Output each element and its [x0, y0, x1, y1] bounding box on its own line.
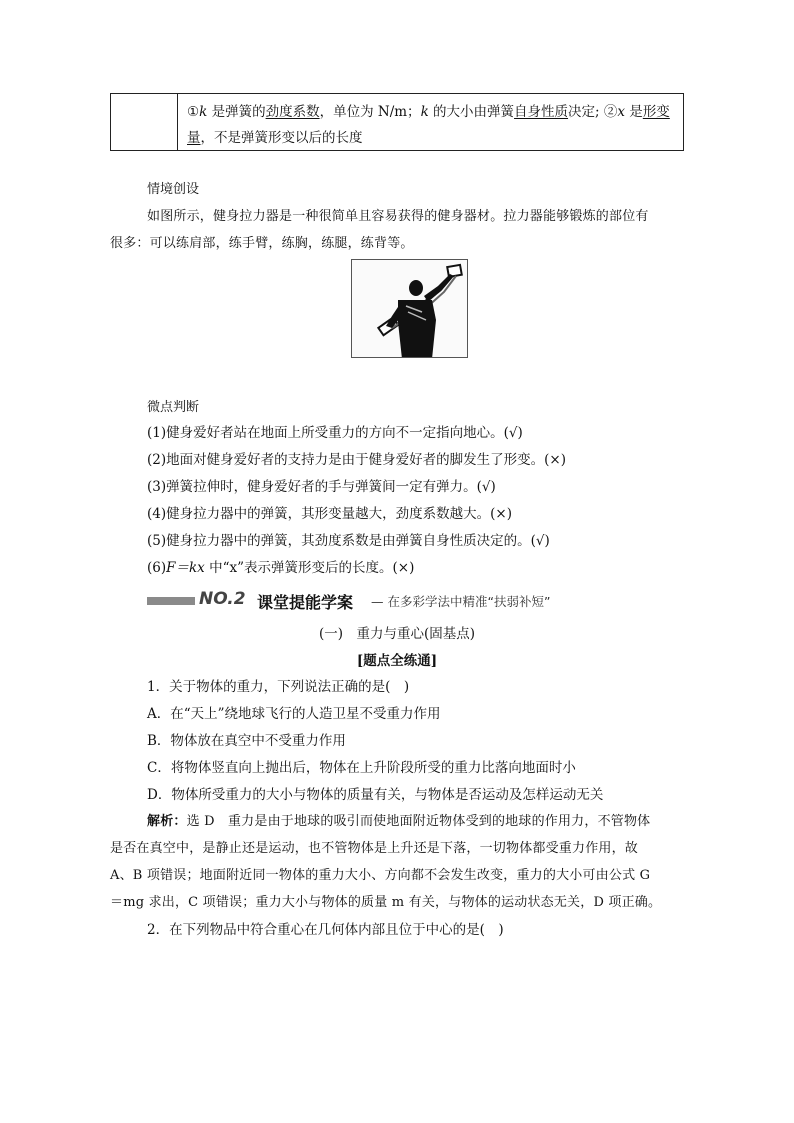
question-1-option-b: B．物体放在真空中不受重力作用 — [147, 733, 346, 749]
judgement-item-2: (2)地面对健身爱好者的支持力是由于健身爱好者的脚发生了形变。(×) — [147, 452, 566, 468]
text: 的大小由弹簧 — [428, 104, 515, 120]
scenario-line-1: 如图所示，健身拉力器是一种很简单且容易获得的健身器材。拉力器能够锻炼的部位有 — [147, 209, 649, 224]
table-row-1 — [187, 100, 670, 120]
underlined-term: 形变 — [642, 104, 670, 120]
banner-bar — [147, 597, 195, 605]
question-1-option-c: C．将物体竖直向上抛出后，物体在上升阶段所受的重力比落向地面时小 — [147, 760, 576, 776]
symbol-k: k — [199, 104, 208, 120]
symbol-k: k — [420, 104, 429, 120]
fitness-photo — [351, 259, 468, 358]
definition-table — [110, 93, 684, 151]
table-row-2 — [187, 126, 363, 146]
scenario-heading: 情境创设 — [147, 182, 200, 197]
section-number: NO.2 — [199, 589, 246, 609]
text: 是 — [625, 104, 643, 120]
circled-number: ① — [187, 104, 200, 120]
judgement-item-3: (3)弹簧拉伸时，健身爱好者的手与弹簧间一定有弹力。(√) — [147, 479, 496, 495]
text: 决定; ② — [568, 104, 618, 120]
analysis-line-4: ＝mg 求出，C 项错误；重力大小与物体的质量 m 有关，与物体的运动状态无关，D 项正确。 — [110, 895, 662, 910]
formula: F＝kx — [166, 560, 205, 576]
question-1-stem: 1．关于物体的重力，下列说法正确的是( ) — [147, 679, 410, 695]
scenario-line-2: 很多：可以练肩部，练手臂，练胸，练腿，练背等。 — [110, 236, 414, 251]
part-subheading: [题点全练通] — [356, 653, 438, 669]
analysis-line-2: 是否在真空中，是静止还是运动，也不管物体是上升还是下落，一切物体都受重力作用，故 — [110, 841, 639, 856]
symbol-x: x — [617, 104, 626, 120]
item-number: (6) — [147, 560, 167, 576]
judgement-item-4: (4)健身拉力器中的弹簧，其形变量越大，劲度系数越大。(×) — [147, 506, 512, 522]
text: 中“x”表示弹簧形变后的长度。(×) — [204, 560, 415, 576]
underlined-term: 量 — [187, 130, 201, 146]
judgement-item-1: (1)健身爱好者站在地面上所受重力的方向不一定指向地心。(√) — [147, 425, 523, 441]
underlined-term: 自身性质 — [514, 104, 569, 120]
judgement-item-5: (5)健身拉力器中的弹簧，其劲度系数是由弹簧自身性质决定的。(√) — [147, 533, 550, 549]
analysis-line-3: A、B 项错误；地面附近同一物体的重力大小、方向都不会发生改变，重力的大小可由公式 G — [110, 868, 651, 883]
question-1-option-d: D．物体所受重力的大小与物体的质量有关，与物体是否运动及怎样运动无关 — [147, 787, 604, 803]
part-heading: (一) 重力与重心(固基点) — [318, 626, 476, 642]
man-with-chest-expander-image — [352, 260, 468, 358]
text: ，不是弹簧形变以后的长度 — [200, 130, 363, 146]
analysis-line-1 — [147, 810, 650, 829]
underlined-term: 劲度系数 — [265, 104, 320, 120]
text: ，单位为 N/m； — [319, 104, 421, 120]
question-1-option-a: A．在“天上”绕地球飞行的人造卫星不受重力作用 — [147, 706, 441, 722]
table-divider — [177, 94, 178, 150]
section-title: 课堂提能学案 — [257, 593, 354, 612]
judgement-heading: 微点判断 — [147, 400, 200, 415]
text: 选 D 重力是由于地球的吸引而使地面附近物体受到的地球的作用力，不管物体 — [186, 814, 651, 829]
analysis-label: 解析： — [147, 814, 187, 829]
text: 是弹簧的 — [207, 104, 266, 120]
question-2-stem: 2．在下列物品中符合重心在几何体内部且位于中心的是( ) — [147, 922, 504, 938]
section-subtitle: — 在多彩学法中精准“扶弱补短” — [371, 594, 551, 609]
judgement-item-6 — [147, 556, 414, 576]
